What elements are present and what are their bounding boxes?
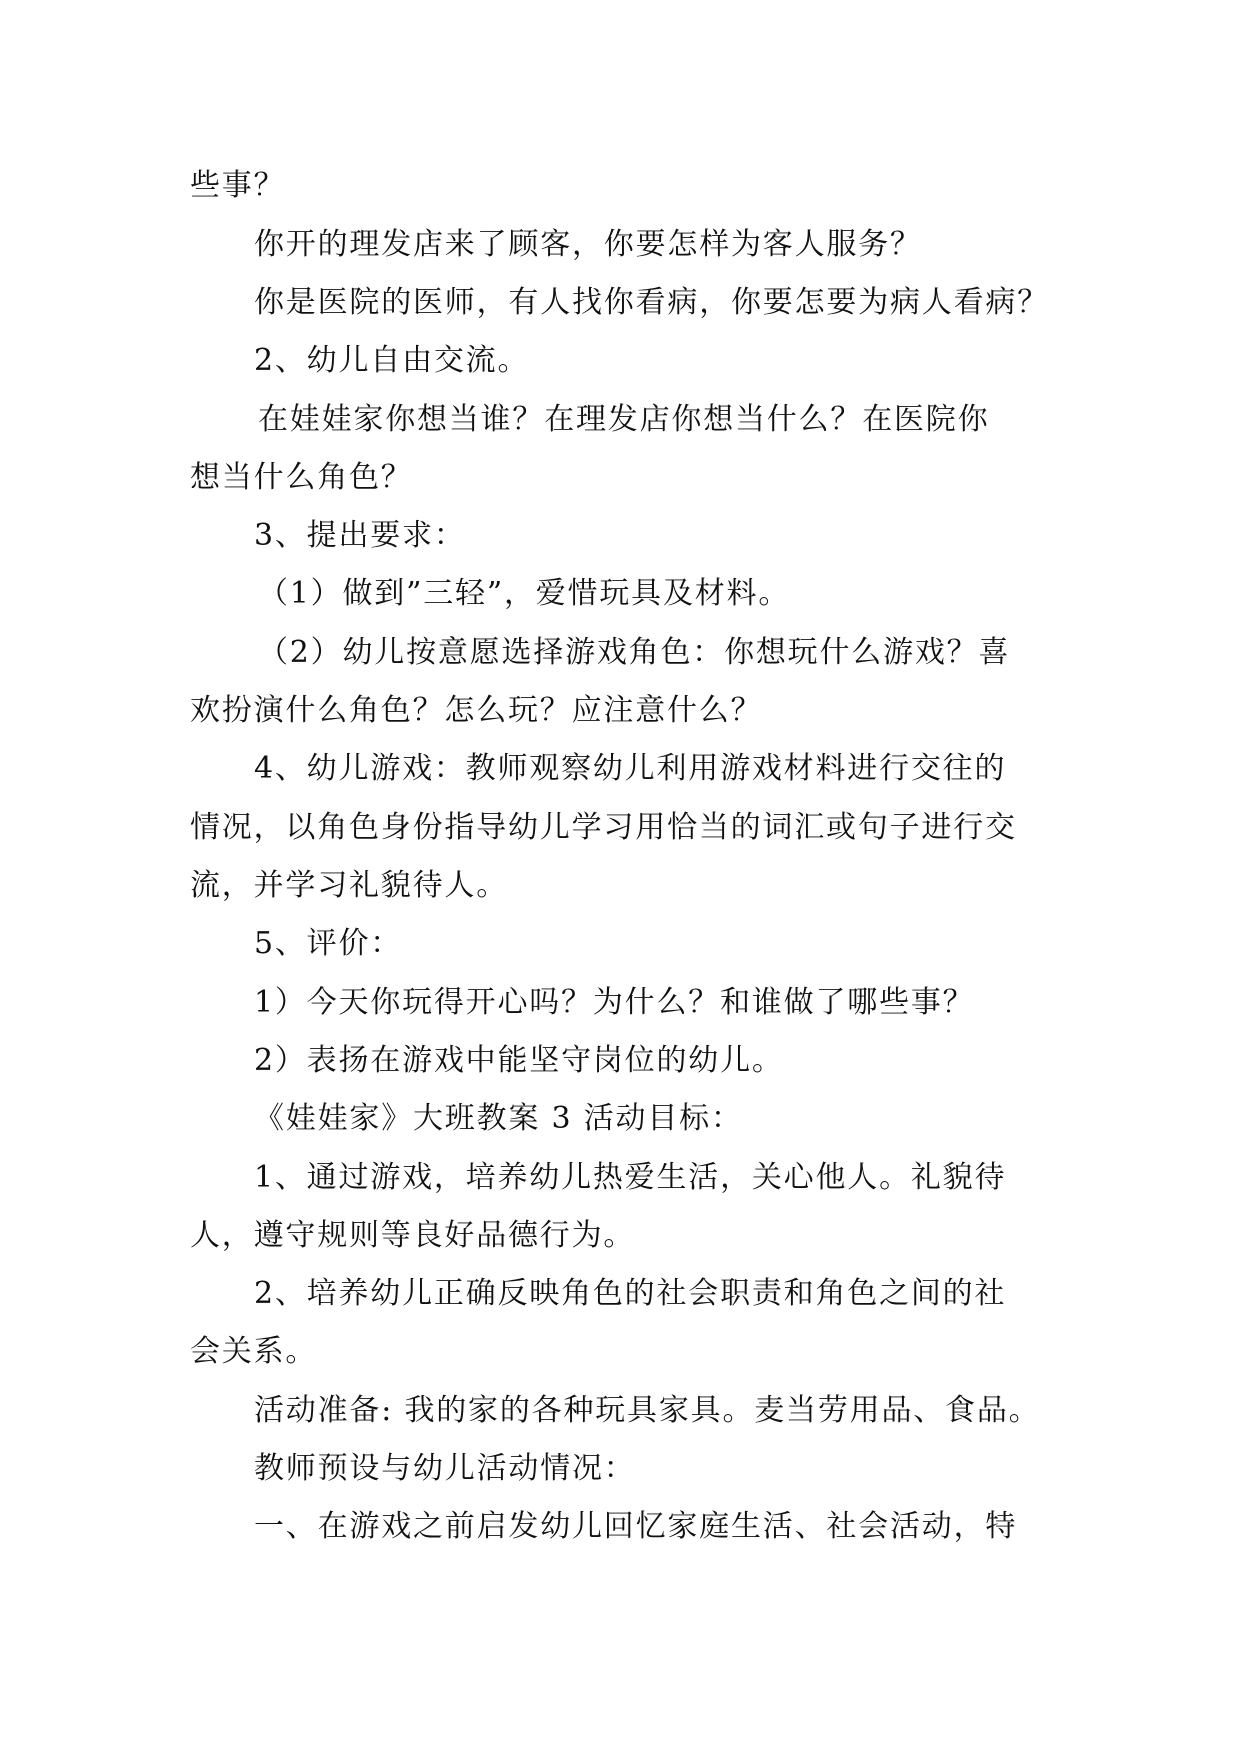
text-line: 教师预设与幼儿活动情况： <box>254 1451 636 1486</box>
text-line: 你是医院的医师，有人找你看病，你要怎要为病人看病？ <box>254 285 1049 320</box>
text-line: 你开的理发店来了顾客，你要怎样为客人服务？ <box>254 227 922 262</box>
text-line: 3、提出要求： <box>254 518 466 553</box>
text-line: 想当什么角色？ <box>190 460 413 495</box>
text-line: 4、幼儿游戏：教师观察幼儿利用游戏材料进行交往的 <box>254 751 1007 786</box>
text-line: 2、幼儿自由交流。 <box>254 343 530 378</box>
text-line: 在娃娃家你想当谁？在理发店你想当什么？在医院你 <box>258 402 990 437</box>
text-line: 流，并学习礼貌待人。 <box>190 868 508 903</box>
text-line: 欢扮演什么角色？怎么玩？应注意什么？ <box>190 693 763 728</box>
text-line: 会关系。 <box>190 1334 318 1369</box>
text-line: 2、培养幼儿正确反映角色的社会职责和角色之间的社 <box>254 1276 1007 1311</box>
text-line: 情况，以角色身份指导幼儿学习用恰当的词汇或句子进行交 <box>190 810 1017 845</box>
text-line: 人，遵守规则等良好品德行为。 <box>190 1218 636 1253</box>
text-line: 《娃娃家》大班教案 3 活动目标： <box>254 1101 743 1136</box>
text-line: 一、在游戏之前启发幼儿回忆家庭生活、社会活动，特 <box>254 1509 1018 1544</box>
text-line: 1）今天你玩得开心吗？为什么？和谁做了哪些事？ <box>254 985 975 1020</box>
text-line: （2）幼儿按意愿选择游戏角色：你想玩什么游戏？喜 <box>258 635 1011 670</box>
text-line: （1）做到”三轻”，爱惜玩具及材料。 <box>258 576 791 611</box>
text-line: 5、评价： <box>254 926 403 961</box>
text-line: 些事？ <box>190 168 286 203</box>
text-line: 活动准备: 我的家的各种玩具家具。麦当劳用品、食品。 <box>254 1393 1041 1428</box>
text-line: 1、通过游戏，培养幼儿热爱生活，关心他人。礼貌待 <box>254 1160 1007 1195</box>
text-line: 2）表扬在游戏中能坚守岗位的幼儿。 <box>254 1043 784 1078</box>
